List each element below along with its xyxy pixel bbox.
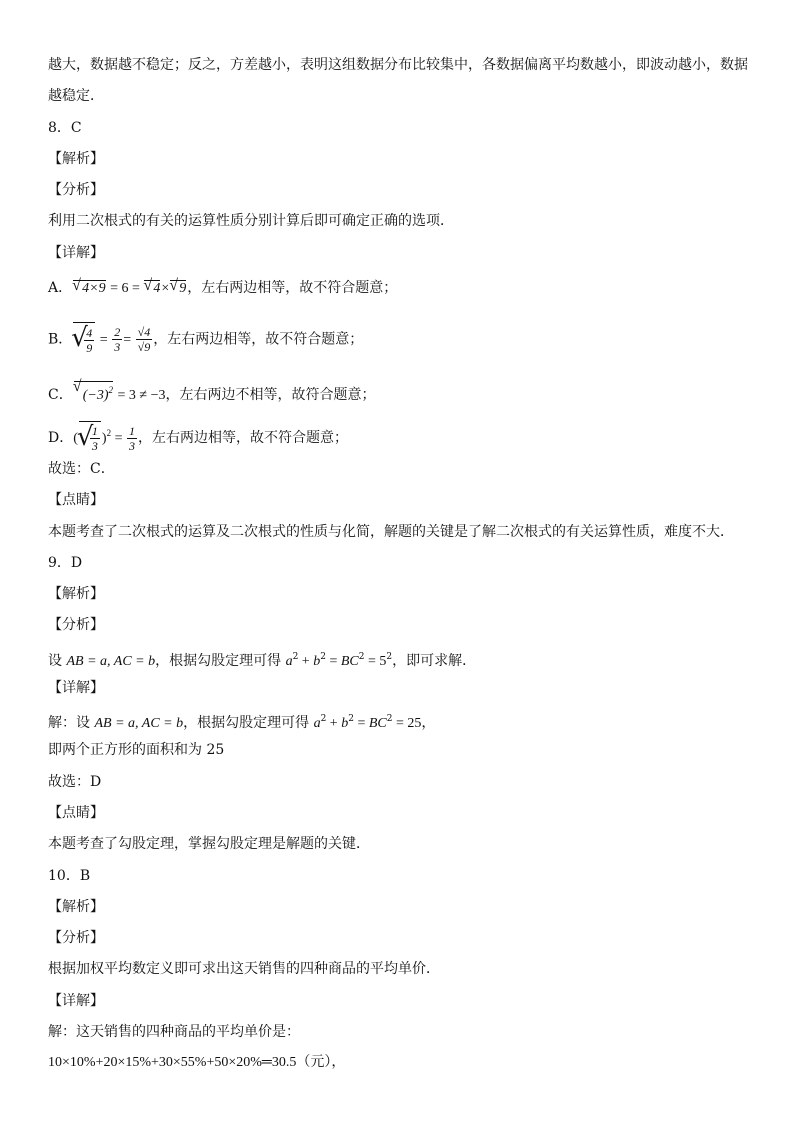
section-jiexi: 【解析】	[48, 151, 104, 167]
exponent: 2	[386, 652, 393, 662]
option-label: C．	[48, 387, 73, 403]
section-dianjing: 【点睛】	[48, 492, 104, 508]
fraction	[90, 424, 100, 453]
radical	[74, 381, 113, 404]
radicand: (−3)	[82, 388, 109, 403]
answer-10: 10．B	[48, 868, 91, 884]
text: ，即可求解．	[392, 653, 477, 669]
text: ，根据勾股定理可得	[155, 653, 286, 669]
numerator: 2	[114, 325, 121, 339]
text-line: 利用二次根式的有关的运算性质分别计算后即可确定正确的选项．	[48, 213, 454, 229]
fraction	[84, 326, 94, 355]
math-text: BC	[340, 654, 359, 669]
math-text: = b	[159, 716, 184, 731]
math-text: AB	[66, 654, 84, 669]
numerator: √4	[137, 325, 151, 339]
section-fenxi: 【分析】	[48, 930, 104, 946]
math-text: = a,	[83, 654, 114, 669]
math-text: b	[341, 716, 349, 731]
calculation-line: 10×10%+20×15%+30×55%+50×20%═30.5（元），	[48, 1055, 346, 1070]
exponent: 2	[386, 714, 393, 724]
denominator: 3	[128, 438, 135, 453]
option-text: ，左右两边相等，故不符合题意；	[153, 331, 364, 348]
text-line: 解：这天销售的四种商品的平均单价是：	[48, 1024, 300, 1040]
text: 解：设	[48, 715, 95, 731]
option-label: D．	[48, 430, 74, 446]
math-text: a	[313, 716, 321, 731]
text-line: 故选：C．	[48, 461, 115, 477]
exponent: 2	[106, 428, 112, 438]
answer-9: 9．D	[48, 555, 83, 571]
denominator: √9	[137, 340, 151, 354]
section-fenxi: 【分析】	[48, 617, 104, 633]
text-line: 根据加权平均数定义即可求出这天销售的四种商品的平均单价．	[48, 961, 440, 977]
math-text: = 3 ≠ −3	[114, 388, 166, 403]
radical	[73, 322, 95, 357]
math-text: =	[325, 654, 341, 669]
math-text: =	[353, 716, 369, 731]
math-text: BC	[368, 716, 387, 731]
math-text: ×	[161, 281, 170, 296]
option-c	[48, 381, 748, 406]
math-text: =	[96, 332, 112, 348]
math-text: =	[111, 431, 126, 446]
section-xiangjie: 【详解】	[48, 245, 104, 261]
text: ，根据勾股定理可得	[183, 715, 314, 731]
fraction	[112, 325, 122, 354]
numerator: √ 1	[91, 424, 98, 438]
numerator: √ 4	[86, 325, 93, 340]
math-text: b	[313, 654, 321, 669]
radical: √ 4×9	[73, 280, 105, 297]
option-text: ，左右两边相等，故不符合题意；	[187, 280, 398, 296]
math-text: (	[73, 431, 78, 446]
math-text: = b	[131, 654, 156, 669]
section-fenxi: 【分析】	[48, 182, 104, 198]
option-label: A．	[48, 280, 73, 296]
section-jiexi: 【解析】	[48, 586, 104, 602]
math-text: = 5	[364, 654, 387, 669]
math-text: = 6 =	[106, 281, 144, 296]
text-line: 本题考查了勾股定理，掌握勾股定理是解题的关键．	[48, 836, 370, 852]
radical: √ 9	[170, 280, 186, 297]
text-line: 即两个正方形的面积和为 25	[48, 742, 225, 758]
option-d	[48, 416, 748, 456]
q9-analysis	[48, 647, 748, 672]
option-text: ，左右两边不相等，故符合题意；	[165, 387, 376, 403]
fraction	[127, 424, 137, 453]
radical	[79, 421, 101, 456]
math-text: a	[285, 654, 293, 669]
exponent: 2	[108, 385, 113, 395]
fraction	[136, 325, 153, 354]
math-text: AC	[113, 654, 132, 669]
math-text: +	[326, 716, 342, 731]
option-a	[48, 278, 748, 299]
option-label: B．	[48, 331, 73, 348]
denominator: 3	[91, 439, 98, 453]
exponent: 2	[320, 714, 327, 724]
exponent: 2	[358, 652, 365, 662]
text-line: 越稳定．	[48, 88, 104, 104]
math-text: AB	[94, 716, 112, 731]
option-b	[48, 322, 748, 358]
q9-solution	[48, 709, 748, 734]
numerator: 1	[128, 423, 135, 438]
text: ，	[421, 715, 436, 731]
text-line: 本题考查了二次根式的运算及二次根式的性质与化简，解题的关键是了解二次根式的有关运算性质，难度不大．	[48, 524, 734, 540]
math-text: = a,	[111, 716, 142, 731]
section-dianjing: 【点睛】	[48, 805, 104, 821]
denominator: 3	[114, 340, 121, 354]
section-xiangjie: 【详解】	[48, 993, 104, 1009]
radical: √ 4	[144, 280, 160, 297]
answer-8: 8．C	[48, 120, 82, 136]
exponent: 2	[292, 652, 299, 662]
option-text: ，左右两边相等，故不符合题意；	[137, 430, 348, 446]
section-xiangjie: 【详解】	[48, 680, 104, 696]
exponent: 2	[320, 652, 326, 662]
math-text: AC	[141, 716, 160, 731]
text-line: 故选：D	[48, 774, 102, 790]
text-line: 越大，数据越不稳定；反之，方差越小，表明这组数据分布比较集中，各数据偏离平均数越小，即波动越小，数据	[48, 57, 748, 73]
math-text: )	[101, 431, 107, 446]
math-text: =	[123, 332, 135, 348]
text: 设	[48, 653, 67, 669]
math-text: +	[298, 654, 314, 669]
math-text: = 25	[392, 716, 422, 731]
denominator: 9	[86, 340, 93, 355]
section-jiexi: 【解析】	[48, 899, 104, 915]
exponent: 2	[348, 714, 354, 724]
